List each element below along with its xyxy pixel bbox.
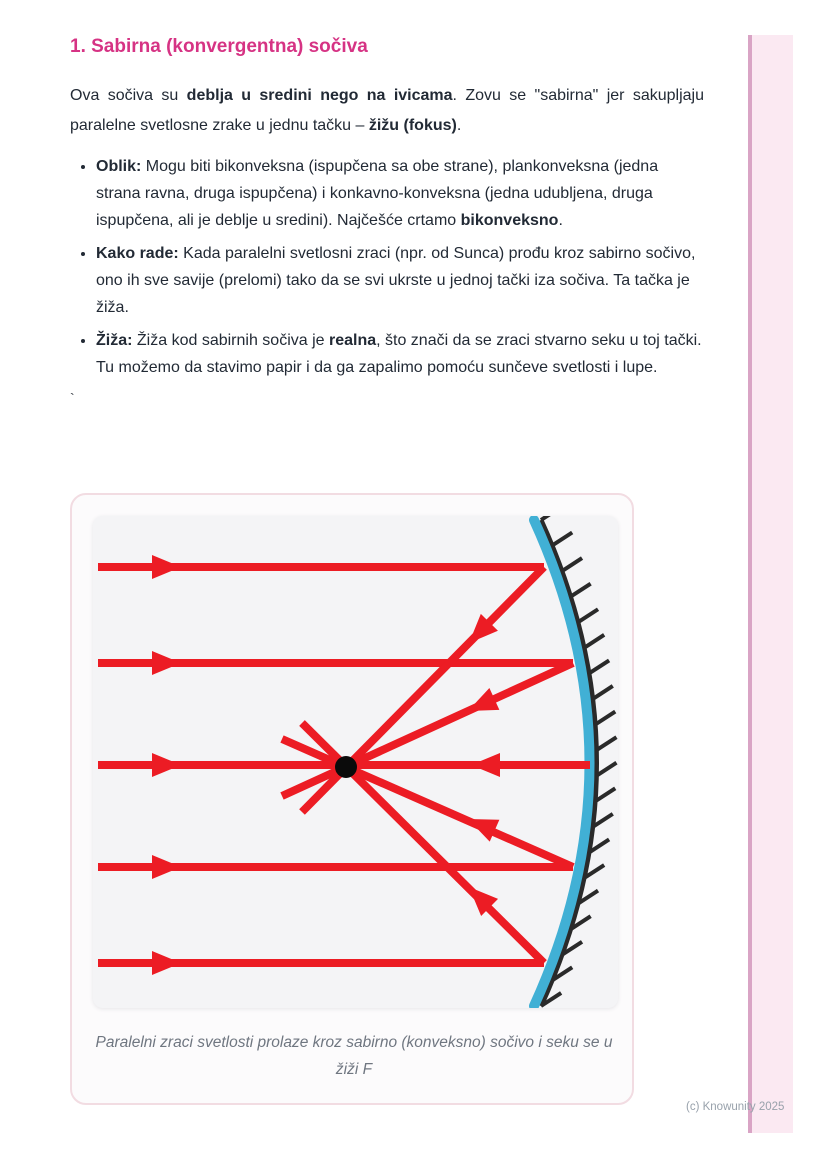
copyright-credit: (c) Knowunity 2025	[686, 1101, 785, 1113]
diagram-panel	[93, 516, 618, 1008]
page-side-stripe	[748, 35, 793, 1133]
document-body	[70, 34, 704, 407]
page-title: 1. Sabirna (konvergentna) sočiva	[70, 36, 368, 57]
converging-rays-diagram	[93, 516, 618, 1008]
intro-paragraph: Ova sočiva su deblja u sredini nego na ivicama. Zovu se "sabirna" jer sakupljaju paralelne svetlosne zrake u jednu tačku – žižu (fokus).	[70, 87, 705, 134]
bullet-list	[70, 153, 704, 381]
stray-backtick: `	[70, 390, 75, 406]
list-item-ziza: • Žiža: Žiža kod sabirnih sočiva je realna, što znači da se zraci stvarno seku u toj tački. Tu možemo da stavimo papir i da ga zapalimo pomoću sunčeve svetlosti i lupe.	[96, 327, 704, 381]
list-item-kako-rade: • Kako rade: Kada paralelni svetlosni zraci (npr. od Sunca) prođu kroz sabirno sočivo, ono ih sve savije (prelomi) tako da se svi ukrste u jednoj tački iza sočiva. Ta tačka je žiža.	[96, 240, 704, 321]
figure-card	[70, 493, 634, 1105]
figure-caption: Paralelni zraci svetlosti prolaze kroz sabirno (konveksno) sočivo i seku se u žiži F	[95, 1034, 613, 1078]
list-item-oblik: • Oblik: Mogu biti bikonveksna (ispupčena sa obe strane), plankonveksna (jedna strana ravna, druga ispupčena) i konkavno-konveksna (jedna udubljena, druga ispupčena, ali je deblje u sredini). Najčešće crtamo bikonveksno.	[96, 153, 704, 234]
